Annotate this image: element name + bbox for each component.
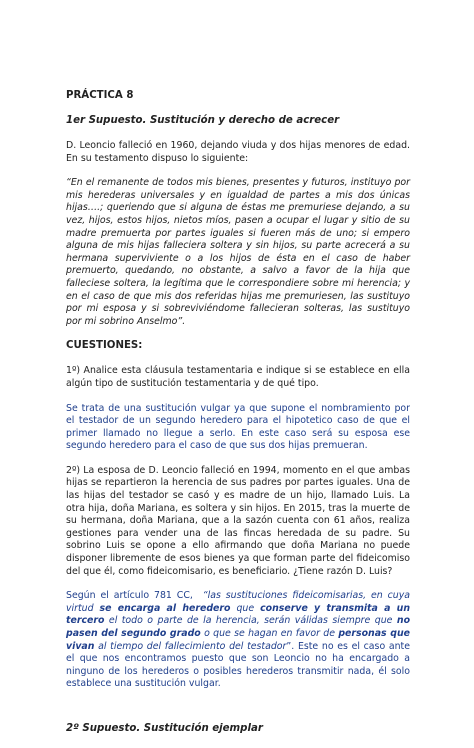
answer-2-part: o que se hagan en favor de bbox=[204, 628, 336, 639]
answer-2-part: “las sustituciones fideicomisarias, en cuya virtud bbox=[66, 590, 410, 614]
answer-2-part: no pasen del segundo grado bbox=[66, 615, 411, 639]
document-page bbox=[66, 90, 410, 748]
answer-2-part: el todo o parte de la herencia, serán válidas siempre que bbox=[108, 615, 393, 627]
testament-quote: “En el remanente de todos mis bienes, presentes y futuros, instituyo por mis herederas universales y en igualdad de partes a mis dos únicas hijas….; queriendo que si alguna de éstas me premuriese dejando, a su vez, hijos, estos hijos, nietos míos, pasen a ocupar el lugar y sitio de su madre premuerta por partes iguales si fueren más de uno; si empero alguna de mis hijas falleciera soltera y sin hijos, su parte acrecerá a su hermana superviviente o a los hijos de ésta en el caso de haber premuerto, quedando, no obstante, a salvo a favor de la hija que falleciese soltera, la legítima que le correspondiere sobre mi herencia; y en el caso de que mis dos referidas hijas me premuriesen, las sustituyo por mi esposa y si sobreviviéndome fallecieran solteras, las sustituyo por mi sobrino Anselmo”. bbox=[66, 177, 410, 327]
supuesto-1-intro: D. Leoncio falleció en 1960, dejando viuda y dos hijas menores de edad. En su testamento dispuso lo siguiente: bbox=[66, 140, 410, 164]
answer-2-part: conserve y transmita a un tercero bbox=[66, 602, 411, 627]
answer-2-part: personas que vivan bbox=[66, 628, 410, 652]
answer-2-part: ”. bbox=[286, 640, 295, 652]
question-2: 2º) La esposa de D. Leoncio falleció en 1994, momento en el que ambas hijas se repartieron la herencia de sus padres por partes iguales. Una de las hijas del testador se casó y es madre de un hijo, llamado Luis. La otra hija, doña Mariana, es soltera y sin hijos. En 2015, tras la muerte de su hermana, doña Mariana, que a la sazón cuenta con 61 años, realiza gestiones para vender una de las fincas heredada de su padre. Su sobrino Luis se opone a ello afirmando que doña Mariana no puede disponer libremente de esos bienes ya que forman parte del fideicomiso del que él, como fideicomisario, es beneficiario. ¿Tiene razón D. Luis? bbox=[66, 464, 410, 577]
supuesto-1-heading: 1er Supuesto. Sustitución y derecho de acrecer bbox=[66, 115, 340, 126]
cuestiones-heading: CUESTIONES: bbox=[66, 340, 143, 352]
answer-2-part: se encarga al heredero bbox=[99, 602, 231, 614]
answer-2-part: Según el artículo 781 CC, bbox=[66, 590, 193, 602]
answer-2-part: que bbox=[236, 602, 255, 614]
answer-2-part: al tiempo del fallecimiento del testador bbox=[98, 640, 287, 652]
answer-2 bbox=[66, 590, 410, 691]
supuesto-2-heading: 2º Supuesto. Sustitución ejemplar bbox=[66, 722, 263, 734]
answer-1: Se trata de una sustitución vulgar ya que supone el nombramiento por el testador de un segundo heredero para el hipotetico caso de que el primer llamado no llegue a serlo. En este caso será su esposa ese segundo heredero para el caso de que sus dos hijas premueran. bbox=[66, 402, 410, 452]
page-title: PRÁCTICA 8 bbox=[66, 90, 134, 101]
answer-2-part: Este no es el caso ante el que nos encontramos puesto que son Leoncio no ha encargado a ninguno de los herederos o posibles herederos transmitir nada, él solo establece una sustitución vulgar. bbox=[66, 640, 410, 690]
question-1: 1º) Analice esta cláusula testamentaria e indique si se establece en ella algún tipo de sustitución testamentaria y de qué tipo. bbox=[66, 365, 410, 389]
